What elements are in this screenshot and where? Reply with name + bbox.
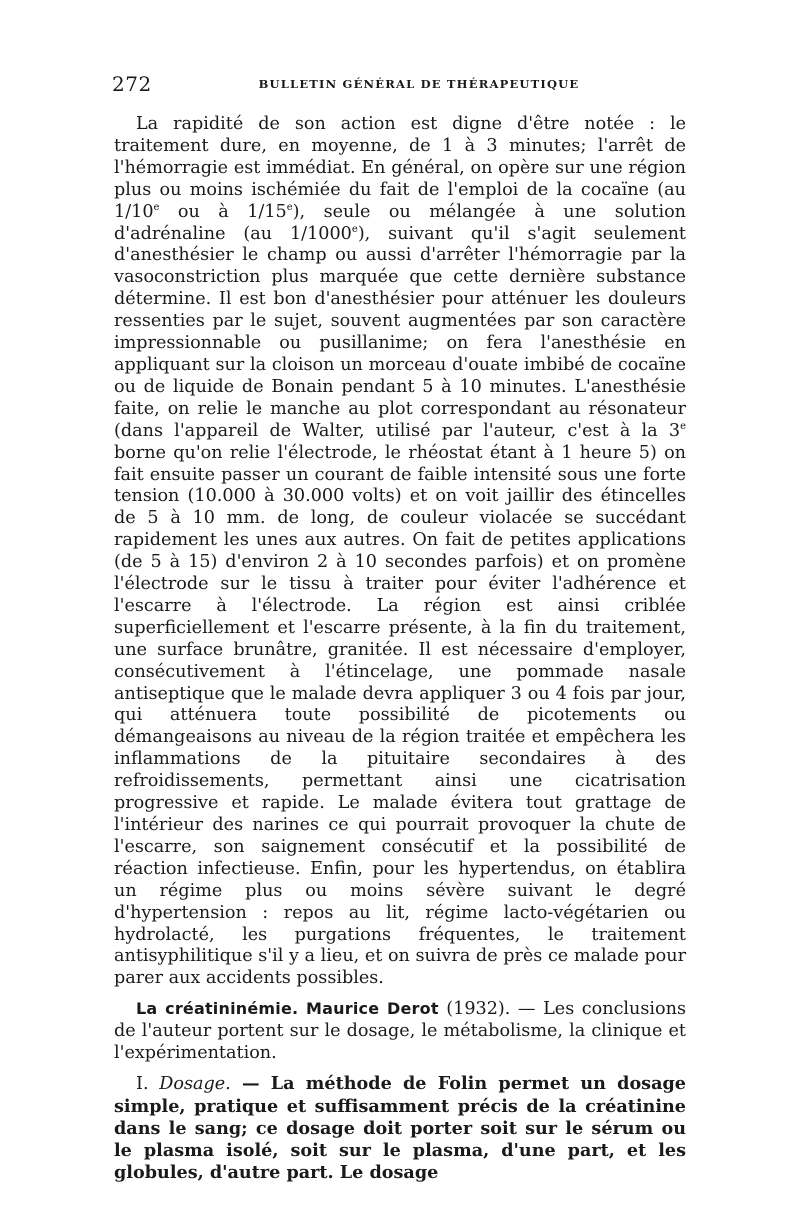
subsection-title: Dosage. [159,1073,231,1094]
paragraph-text-part: ), suivant qu'il s'agit seulement d'anesthésier le champ ou aussi d'arrêter l'hémorragie par la vasoconstriction plus marquée que cette dernière substance détermine. Il est bon d'anesthésier pour atténuer les douleurs ressenties par le sujet, souvent augmentées par son caractère impressionnable ou pusillanime; on fera l'anesthésie en appliquant sur la cloison un morceau d'ouate imbibé de cocaïne ou de liquide de Bonain pendant 5 à 10 minutes. L'anesthésie faite, on relie le manche au plot correspondant au résonateur (dans l'appareil de Walter, utilisé par l'auteur, c'est à la 3 [114,223,687,441]
page-header [112,72,686,102]
paragraph-text-part: borne qu'on relie l'électrode, le rhéostat étant à 1 heure 5) on fait ensuite passer un courant de faible intensité sous une forte tension (10.000 à 30.000 volts) et on voit jaillir des étincelles de 5 à 10 mm. de long, de couleur violacée se succédant rapidement les unes aux autres. On fait de petites applications (de 5 à 15) d'environ 2 à 10 secondes parfois) et on promène l'électrode sur le tissu à traiter pour éviter l'adhérence et l'escarre à l'électrode. La région est ainsi criblée superficiellement et l'escarre présente, à la fin du traitement, une surface brunâtre, granitée. Il est nécessaire d'employer, consécutivement à l'étincelage, une pommade nasale antiseptique que le malade devra appliquer 3 ou 4 fois par jour, qui atténuera toute possibilité de picotements ou démangeaisons au niveau de la région traitée et empêchera les inflammations de la pituitaire secondaires à des refroidissements, permettant ainsi une cicatrisation progressive et rapide. Le malade évitera tout grattage de l'intérieur des narines ce qui pourrait provoquer la chute de l'escarre, son saignement consécutif et la possibilité de réaction infectieuse. Enfin, pour les hypertendus, on établira un régime plus ou moins sévère suivant le degré d'hypertension : repos au lit, régime lacto-végétarien ou hydrolacté, les purgations fréquentes, le traitement antisyphilitique s'il y a lieu, et on suivra de près ce malade pour parer aux accidents possibles. [114,442,686,989]
section-year: (1932). [438,999,511,1020]
paragraph-dosage [114,1073,686,1184]
paragraph-text-part: ou à 1/15 [159,201,287,222]
superscript: e [351,223,358,235]
superscript: e [286,201,293,213]
running-title: BULLETIN GÉNÉRAL DE THÉRAPEUTIQUE [258,77,580,91]
paragraph-creatininemie [114,998,686,1065]
subsection-number: I. [136,1073,160,1094]
section-heading: La créatininémie. Maurice Derot [136,999,439,1019]
paragraph-text-part: La rapidité de son action est digne d'être notée : le traitement dure, en moyenne, de 1 à 3 minutes; l'arrêt de l'hémorragie est immédiat. En général, on opère sur une région plus ou moins ischémiée du fait de l'emploi de la cocaïne (au 1/10 [114,114,686,222]
paragraph-hemorrhage-treatment [114,114,686,990]
page-number: 272 [112,72,152,96]
body-text [114,114,686,1184]
superscript: e [680,420,686,432]
section-text: — Les conclusions de l'auteur portent sur le dosage, le métabolisme, la clinique et l'expérimentation. [114,999,686,1064]
subsection-text: — La méthode de Folin permet un dosage simple, pratique et suffisamment précis de la créatinine dans le sang; ce dosage doit porter soit sur le sérum ou le plasma isolé, soit sur le plasma, d'une part, et les globules, d'autre part. Le dosage [114,1072,686,1183]
paragraph-text-part: ), seule ou mélangée à une solution d'adrénaline (au 1/1000 [114,201,687,244]
superscript: e [153,201,160,213]
